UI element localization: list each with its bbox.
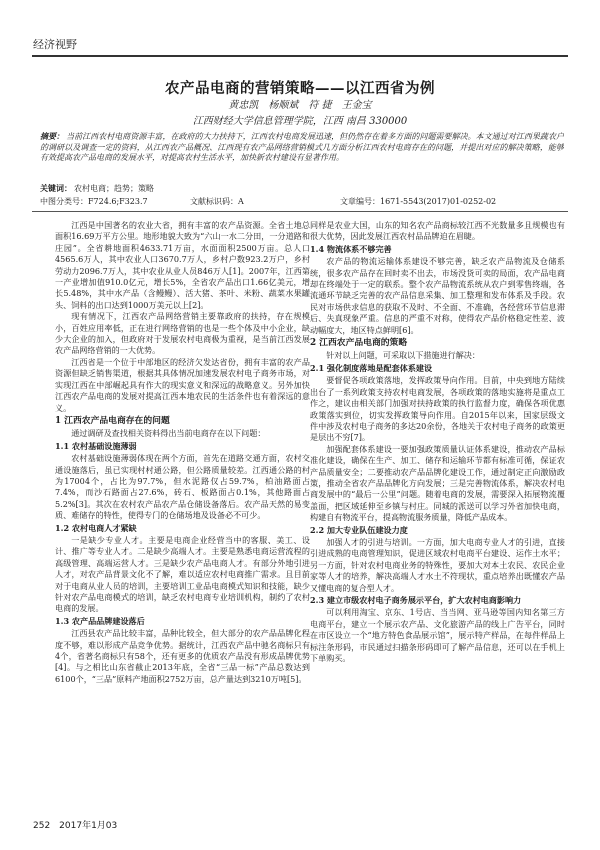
abstract-label: 摘要： [40, 131, 65, 141]
page-footer: 252 2017年1月03 [33, 821, 118, 831]
paragraph: 通过调研及查找相关资料得出当前电商存在以下问题： [71, 428, 266, 439]
subsection-heading: 1.2 农村电商人才紧缺 [55, 522, 137, 533]
keywords-label: 关键词： [40, 183, 72, 193]
abstract [40, 131, 564, 172]
clc-number: 中图分类号：F724.6;F323.7 [40, 197, 148, 206]
article-title: 农产品电商的营销策略——以江西省为例 [165, 80, 435, 97]
keywords-text: 农村电商；趋势；策略 [74, 184, 154, 193]
subsection-heading: 1.1 农村基础设施薄弱 [55, 440, 137, 451]
paragraph: 可以利用淘宝、京东、1号店、当当网、亚马逊等国内知名第三方电商平台，建立一个展示农产品、文化旅游产品的线上广告平台，同时在市区设立一个“地方特色食品展示馆”，展示特产样品，在每件样品上标注条形码，市民通过扫描条形码即可了解产品信息，还可以在手机上下单购买。 [310, 607, 565, 664]
subsection-heading: 1.4 物流体系不够完善 [310, 243, 392, 254]
paragraph: 加强配套体系建设一要加强政策质量认证体系建设，推动农产品标准化建设，确保在生产、加工、储存和运输环节都有标准可循，保证农产品质量安全；二要推动农产品品牌化建设工作，通过制定正向激励政策，推动全省农产品品牌化方向发展；三是完善物流体系，解决农村电商发展中的“最后一公里”问题。随着电商的发展，需要深入拓展物流覆盖面，把区域延伸至乡镇与村庄。同城的派送可以学习外省加快电商，构建自有物流平台，提高物流服务质量，降低产品成本。 [310, 443, 565, 523]
paragraph: 现有情况下，江西农产品网络营销主要靠政府的扶持，存在规模小，百姓应用率低，正在进行网络营销的也是一些个体及中小企业，缺少大企业的加入，但政府对于发展农村电商极为重视，是当前江西发展农产品网络营销的一大优势。 [55, 311, 310, 356]
body-column-left [55, 220, 310, 685]
paragraph: 江西是中国著名的农业大省，拥有丰富的农产品资源。全省土地总面积16.69万平方公里。地形地貌大致为“六山一水二分田，一分道路和庄园”。全省耕地面积4633.71万亩，水面面积2500万亩。总人口4565.6万人，其中农业人口3670.7万人，乡村户数923.2万户，乡村劳动力2096.7万人，其中农业从业人员846万人[1]。2007年，江西第一产业增加值910.0亿元，增长5%，全省农产品出口1.66亿美元，增长5.48%，其中水产品（含鳗鳗）、活大猪、茶叶、米粉、蔬菜水果罐头、饲料的出口达到1000万美元以上[2]。 [55, 220, 310, 310]
subsection-heading: 2.3 建立市级农村电子商务展示平台，扩大农村电商影响力 [310, 595, 522, 605]
keywords [40, 183, 564, 195]
article-authors: 黄忠凯 杨顺斌 符 捷 王金宝 [228, 100, 372, 111]
subsection-heading: 1.3 农产品品牌建设落后 [55, 615, 145, 626]
section-heading: 1 江西农产品电商存在的问题 [55, 415, 170, 426]
paragraph: 农村基础设施薄弱体现在两个方面，首先在道路交通方面，农村交通设施落后，虽已实现村村通公路，但公路质量较差。江西通公路的村为17004个，占比为97.7%，但水泥路仅占59.7%，柏油路面占7.4%，而沙石路面占27.6%，砖石、板路面占0.1%，其他路面占5.2%[3]。其次在农村农产品农产品仓储设备落后。农产品天然的易变质、难储存的特性，使得专门的仓储场地及设备必不可少。 [55, 453, 310, 521]
paragraph: 加强人才的引进与培训。一方面，加大电商专业人才的引进，直接引进成熟的电商管理知识，促进区域农村电商平台建设、运作土水平；另一方面，针对农村电商业务的特殊性，要加大对本土农民、农民企业家等人才的培养，解决高端人才水土不符现状，重点培养出既懂农产品又懂电商的复合型人才。 [310, 536, 565, 593]
abstract-text: 当前江西农村电商资源丰富，在政府的大力扶持下，江西农村电商发展迅速，但仍然存在着多方面的问题需要解决。本文通过对江西果蔬农户的调研以及调查一定的资料，从江西农产品概况、江西现有农产品网络营销模式几方面分析江西农村电商存在的问题，并提出对应的解决策略，能够有效提高农产品电商的发展水平，对提高农村生活水平，加快新农村建设有显著作用。 [40, 132, 564, 162]
article-id: 文章编号：1671-5543(2017)01-0252-02 [340, 197, 497, 206]
section-heading: 2 江西农产品电商的策略 [310, 338, 408, 349]
subsection-heading: 2.2 加大专业队伍建设力度 [310, 524, 408, 535]
paragraph: 一是缺少专业人才。主要是电商企业经营当中的客服、美工、设计、推广等专业人才。二是缺少高端人才。主要是熟悉电商运营流程的高级管理、高端运营人才。三是缺少农产品电商人才。有部分外地引进人才，对农产品背景文化不了解，难以适应农村电商推广需求。且目前对于电商从业人员的培训，主要培训工业品电商模式知识和技能，缺少针对农产品电商模式的培训，缺乏农村电商专业培训机构，制约了农村电商的发展。 [55, 534, 310, 614]
paragraph: 农产品的物流运输体系建设不够完善，缺乏农产品物流及仓储系统，很多农产品存在回时卖不出去，市场没货可卖的局面，农产品电商却在终端处于一定的联系。整个农产品物流系统从农户到零售终端，各流通环节缺乏完善的农产品信息采集、加工整理和发布体系及手段。农民对市场供求信息的获取不及时、不全面、不准确，各经营环节信息滞后、失真现象严重。信息的严重不对称，使得农产品价格稳定性差、波动幅度大，地区特点鲜明[6]。 [310, 256, 565, 335]
classification-line [40, 196, 564, 207]
body-column-right [310, 220, 565, 664]
paragraph: 同样是农业大国，山东的知名农产品商标较江西不光数量多且规模也有很大优势，因此发展江西农村品品牌迫在眉睫。 [310, 220, 565, 242]
document-code: 文献标识码：A [190, 197, 244, 206]
paragraph: 江西省是一个位于中部地区的经济欠发达省份，拥有丰富的农产品资源但缺乏销售渠道，根据其具体情况加速发展农村电子商务市场，对实现江西在中部崛起具有作大的现实意义和深远的战略意义。另外加快江西农产品电商的发展对提高江西本地农民的生活条件也有着深远的意义。 [55, 356, 310, 413]
subsection-heading: 2.1 强化制度落地是配套体系建设 [310, 362, 433, 373]
paragraph: 针对以上问题，可采取以下措施进行解决： [326, 350, 480, 361]
divider [32, 211, 568, 212]
journal-section-label: 经济视野 [33, 38, 77, 51]
paragraph: 江西县农产品比较丰富，品种比较全，但大部分的农产品品牌化程度不够，难以形成产品竞争优势。据统计，江西农产品中驰名商标只有4个，省著名商标只有58个，还有更多的优质农产品没有形成品牌优势[4]。与之相比山东省截止2013年底，全省“三品一标”产品总数达到6100个，“三品”原料产地面积2752万亩，总产量达到3210万吨[5]。 [55, 628, 310, 684]
header-rule [32, 55, 568, 57]
article-affiliation: 江西财经大学信息管理学院，江西 南昌 330000 [192, 116, 408, 127]
paragraph: 要督促各项政策落地，发挥政策导向作用。目前，中央到地方陆续出台了一系列政策支持农村电商发展，各项政策的落地实施将是重点工作之，建议由相关部门加强对扶持政策的执行监督力度，确保各项优惠政策落实到位，切实发挥政策导向作用。自2015年以来，国家层级文件中涉及农村电子商务的多达20余份，各地关于农村电子商务的政策更是层出不穷[7]。 [310, 375, 565, 443]
